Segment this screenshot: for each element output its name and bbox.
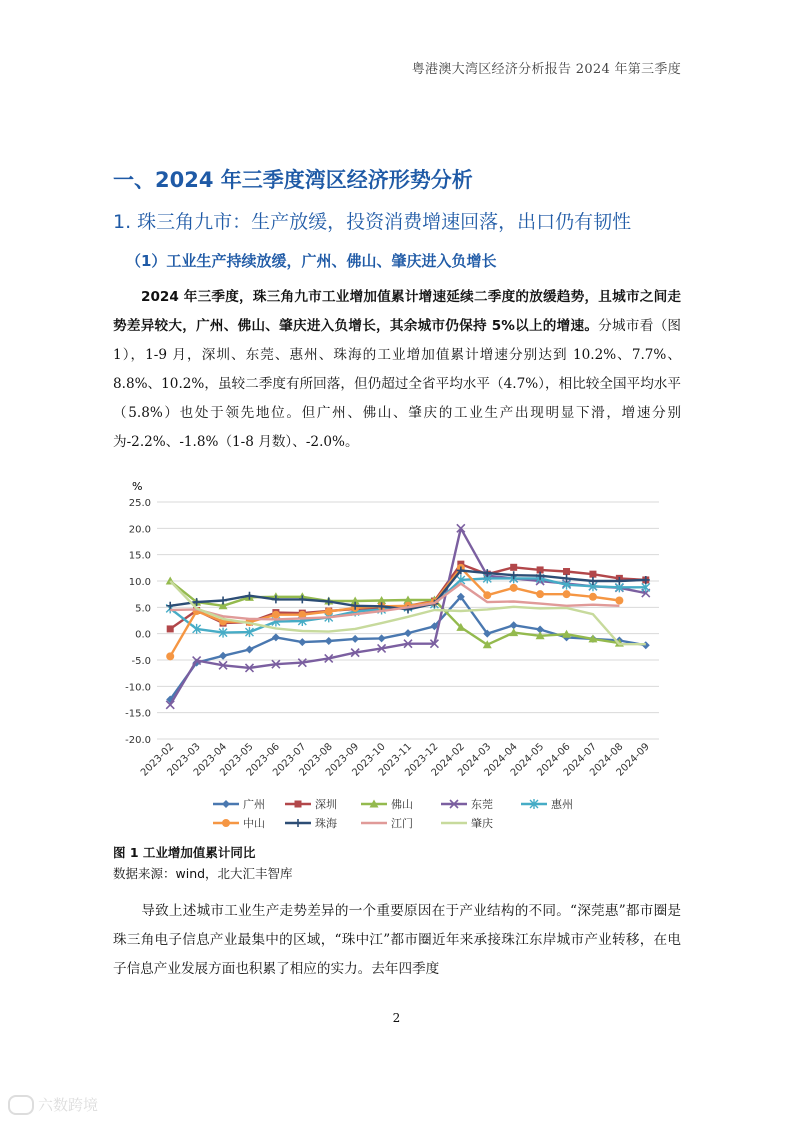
- data-point: [510, 564, 517, 571]
- data-point: [404, 629, 412, 637]
- data-point: [167, 625, 174, 632]
- x-tick-label: 2024-07: [561, 741, 600, 779]
- legend-label: 江门: [391, 817, 413, 830]
- x-tick-label: 2024-02: [429, 741, 467, 779]
- x-tick-label: 2023-07: [271, 741, 309, 779]
- x-tick-label: 2024-06: [535, 741, 573, 779]
- data-point: [294, 819, 302, 827]
- y-axis-ticks: [125, 498, 151, 746]
- y-tick-label: -5.0: [131, 656, 151, 667]
- x-tick-label: 2024-09: [614, 741, 652, 779]
- legend-label: 深圳: [315, 798, 337, 811]
- x-tick-label: 2023-08: [297, 741, 335, 779]
- y-tick-label: -15.0: [125, 708, 151, 720]
- data-point: [166, 602, 174, 610]
- legend-item: [441, 797, 493, 811]
- x-tick-label: 2024-04: [482, 741, 520, 779]
- legend-item: [441, 816, 493, 830]
- figure-caption: 图 1 工业增加值累计同比: [113, 845, 256, 860]
- legend-label: 肇庆: [471, 817, 493, 830]
- sub-subsection-heading: （1）工业生产持续放缓，广州、佛山、肇庆进入负增长: [126, 252, 497, 270]
- data-point: [219, 652, 227, 660]
- legend-label: 佛山: [391, 798, 413, 811]
- data-point: [589, 593, 597, 601]
- data-point: [222, 819, 230, 827]
- data-point: [245, 645, 253, 653]
- section-heading: 一、2024 年三季度湾区经济形势分析: [113, 168, 473, 192]
- x-tick-label: 2023-03: [165, 741, 203, 779]
- y-axis-unit-label: %: [132, 480, 143, 493]
- x-tick-label: 2023-10: [350, 741, 388, 779]
- y-tick-label: 10.0: [128, 577, 151, 588]
- x-tick-label: 2023-06: [244, 741, 283, 779]
- data-point: [615, 596, 623, 604]
- paragraph-2: [113, 897, 681, 984]
- report-header: 粤港澳大湾区经济分析报告 2024 年第三季度: [411, 62, 681, 77]
- x-tick-label: 2024-08: [588, 741, 626, 779]
- y-tick-label: 20.0: [128, 524, 151, 536]
- data-point: [325, 608, 333, 616]
- legend-label: 东莞: [471, 798, 493, 811]
- y-tick-label: 5.0: [135, 603, 151, 615]
- legend-item: [361, 816, 413, 830]
- data-point: [219, 596, 227, 604]
- watermark-text: 六数跨境: [38, 1096, 99, 1114]
- data-point: [325, 637, 333, 645]
- legend-item: [521, 797, 573, 811]
- legend-item: [285, 797, 337, 811]
- x-tick-label: 2023-02: [138, 741, 177, 779]
- x-tick-label: 2023-12: [403, 741, 441, 779]
- y-tick-label: 0.0: [135, 629, 151, 641]
- data-point: [295, 801, 302, 808]
- y-tick-label: 25.0: [128, 498, 151, 509]
- data-point: [510, 621, 518, 629]
- data-point: [378, 634, 386, 642]
- chart-legend: [213, 797, 573, 830]
- x-tick-label: 2023-05: [218, 741, 256, 779]
- paragraph-2-text: 导致上述城市工业生产走势差异的一个重要原因在于产业结构的不同。“深莞惠”都市圈是珠三角电子信息产业最集中的区域，“珠中江”都市圈近年来承接珠江东岸城市产业转移，在电子信息产业发展方面也积累了相应的实力。去年四季度: [113, 903, 681, 977]
- legend-label: 惠州: [551, 798, 573, 811]
- x-tick-label: 2023-11: [376, 741, 415, 779]
- data-point: [563, 568, 570, 575]
- x-tick-label: 2023-09: [323, 741, 362, 779]
- subsection-heading: 1. 珠三角九市：生产放缓，投资消费增速回落，出口仍有韧性: [113, 211, 632, 233]
- x-tick-label: 2024-05: [508, 741, 547, 779]
- data-point: [166, 652, 174, 660]
- legend-label: 珠海: [315, 817, 337, 830]
- data-point: [272, 611, 280, 619]
- data-point: [510, 584, 518, 592]
- y-tick-label: 15.0: [128, 550, 151, 562]
- legend-item: [213, 816, 265, 830]
- data-point: [589, 571, 596, 578]
- legend-label: 广州: [243, 798, 265, 811]
- legend-item: [213, 797, 265, 811]
- data-point: [298, 638, 306, 646]
- y-tick-label: -10.0: [125, 682, 151, 694]
- series-佛山: [166, 577, 624, 649]
- watermark: [8, 1094, 98, 1115]
- x-axis-ticks: [139, 741, 652, 778]
- figure-source: 数据来源：wind，北大汇丰智库: [113, 866, 293, 881]
- paragraph-1: [113, 283, 681, 457]
- data-point: [351, 635, 359, 643]
- data-point: [272, 633, 280, 641]
- paragraph-1-text: 分城市看（图 1），1-9 月，深圳、东莞、惠州、珠海的工业增加值累计增速分别达到 10.2%、7.7%、8.8%、10.2%，虽较二季度有所回落，但仍超过全省平均水平（4.7%），相比较全国平均水平（5.8%）也处于领先地位。但广州、佛山、肇庆的工业生产出现明显下滑，增速分别为-2.2%、-1.8%（1-8 月数）、-2.0%。: [113, 318, 682, 450]
- legend-item: [361, 797, 413, 811]
- y-tick-label: -20.0: [125, 735, 151, 746]
- industrial-value-line-chart: [113, 477, 673, 839]
- chart-series: [166, 524, 650, 708]
- watermark-logo-icon: [8, 1095, 34, 1115]
- x-tick-label: 2024-03: [456, 741, 494, 779]
- data-point: [483, 591, 491, 599]
- x-tick-label: 2023-04: [191, 741, 230, 779]
- page-number: 2: [392, 1011, 401, 1025]
- data-point: [536, 590, 544, 598]
- legend-label: 中山: [243, 817, 265, 830]
- legend-item: [285, 816, 337, 830]
- data-point: [563, 590, 571, 598]
- data-point: [222, 800, 230, 808]
- paragraph-1-bold: 2024 年三季度，珠三角九市工业增加值累计增速延续二季度的放缓趋势，且城市之间走势差异较大，广州、佛山、肇庆进入负增长，其余城市仍保持 5%以上的增速。: [113, 289, 681, 334]
